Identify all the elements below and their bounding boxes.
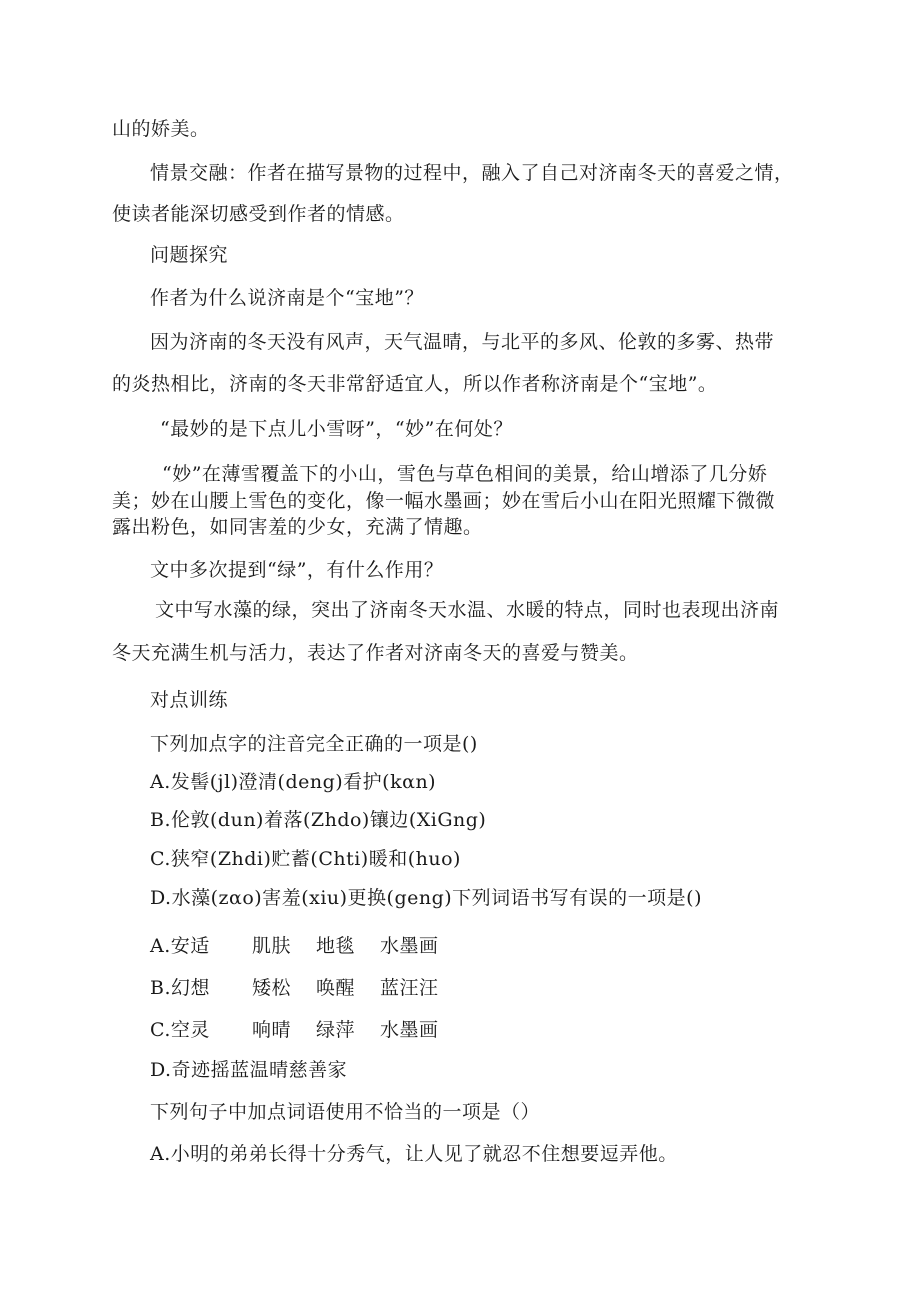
ex2-b-word-1: B.幻想 — [150, 977, 211, 999]
ex1-question: 下列加点字的注音完全正确的一项是() — [150, 733, 478, 755]
ex2-b-word-2: 矮松 — [252, 977, 292, 999]
ex2-a-word-4: 水墨画 — [380, 935, 439, 957]
emotion-line-2: 使读者能深切感受到作者的情感。 — [112, 203, 405, 225]
ex2-option-d: D.奇迹摇蓝温晴慈善家 — [150, 1059, 348, 1081]
practice-heading: 对点训练 — [150, 689, 229, 711]
ex3-option-a: A.小明的弟弟长得十分秀气，让人见了就忍不住想要逗弄他。 — [150, 1143, 678, 1165]
ex2-a-word-2: 肌肤 — [252, 935, 292, 957]
ex1-option-b: B.伦敦(dun)着落(Zhdo)镶边(XiGng) — [150, 809, 487, 831]
ex2-option-b — [150, 976, 439, 1000]
ex2-c-word-2: 响晴 — [252, 1019, 292, 1041]
ex2-c-word-4: 水墨画 — [380, 1019, 439, 1041]
q2-question: “最妙的是下点儿小雪呀”，“妙”在何处？ — [160, 418, 513, 440]
inquiry-heading: 问题探究 — [150, 244, 229, 266]
ex1-option-a: A.发髻(jl)澄清(deng)看护(kαn) — [150, 771, 437, 793]
q3-question: 文中多次提到“绿”，有什么作用？ — [150, 559, 444, 581]
q2-answer-line-1: “妙”在薄雪覆盖下的小山，雪色与草色相间的美景，给山增添了几分娇 — [162, 463, 768, 485]
ex1-option-c: C.狭窄(Zhdi)贮蓄(Chti)暖和(huo) — [150, 848, 461, 870]
ex2-c-word-3: 绿萍 — [316, 1019, 356, 1041]
q2-answer-line-3: 露出粉色，如同害羞的少女，充满了情趣。 — [112, 516, 483, 538]
q1-answer-line-2: 的炎热相比，济南的冬天非常舒适宜人，所以作者称济南是个“宝地”。 — [112, 373, 718, 395]
ex2-b-word-3: 唤醒 — [316, 977, 356, 999]
ex2-option-c — [150, 1018, 439, 1042]
ex2-a-word-1: A.安适 — [150, 935, 210, 957]
ex2-option-a — [150, 934, 439, 958]
q2-answer-line-2: 美；妙在山腰上雪色的变化，像一幅水墨画；妙在雪后小山在阳光照耀下微微 — [112, 490, 776, 512]
ex3-question: 下列句子中加点词语使用不恰当的一项是（） — [150, 1101, 541, 1123]
ex2-a-word-3: 地毯 — [316, 935, 356, 957]
q1-answer-line-1: 因为济南的冬天没有风声，天气温晴，与北平的多风、伦敦的多雾、热带 — [150, 331, 775, 353]
q3-answer-line-2: 冬天充满生机与活力，表达了作者对济南冬天的喜爱与赞美。 — [112, 642, 639, 664]
q3-answer-line-1: 文中写水藻的绿，突出了济南冬天水温、水暖的特点，同时也表现出济南 — [155, 599, 780, 621]
intro-tail: 山的娇美。 — [112, 118, 210, 140]
emotion-line-1: 情景交融：作者在描写景物的过程中，融入了自己对济南冬天的喜爱之情， — [150, 162, 794, 184]
ex2-b-word-4: 蓝汪汪 — [380, 977, 439, 999]
ex1-option-d: D.水藻(zαo)害羞(xiu)更换(geng)下列词语书写有误的一项是() — [150, 887, 703, 909]
q1-question: 作者为什么说济南是个“宝地”？ — [150, 287, 424, 309]
ex2-c-word-1: C.空灵 — [150, 1019, 210, 1041]
